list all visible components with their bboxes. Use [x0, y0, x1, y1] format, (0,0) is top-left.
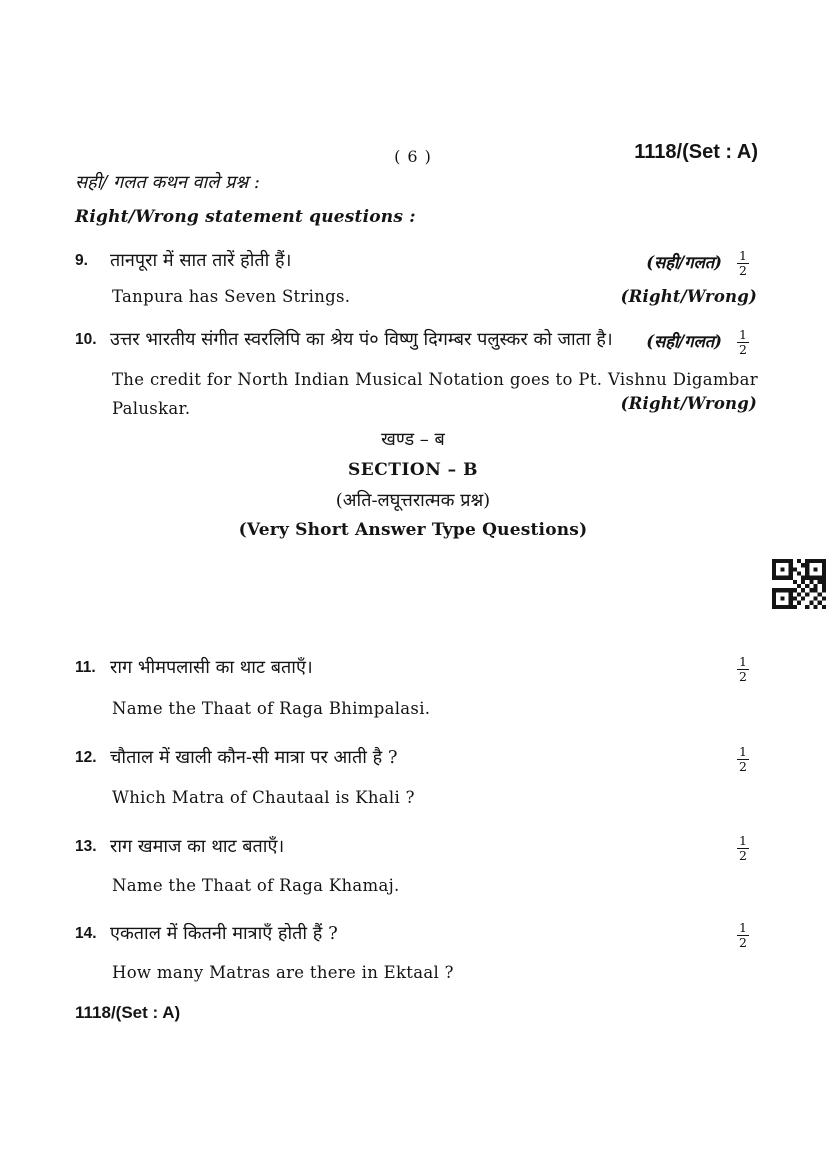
question-11-hindi: राग भीमपलासी का थाट बताएँ।	[110, 657, 313, 678]
statement-heading-hindi: सही/ गलत कथन वाले प्रश्न :	[75, 172, 260, 193]
marks-denominator: 2	[739, 669, 747, 685]
question-11-marks	[737, 655, 749, 685]
question-14-marks	[737, 921, 749, 951]
question-13-marks	[737, 834, 749, 864]
question-11-english: Name the Thaat of Raga Bhimpalasi.	[112, 699, 431, 718]
question-12-marks	[737, 745, 749, 775]
marks-denominator: 2	[739, 342, 747, 358]
question-14-number: 14.	[75, 925, 97, 942]
question-10-english-tag: (Right/Wrong)	[620, 394, 757, 413]
question-14-hindi: एकताल में कितनी मात्राएँ होती हैं ?	[110, 923, 338, 944]
marks-numerator: 1	[739, 920, 747, 935]
question-13-english: Name the Thaat of Raga Khamaj.	[112, 876, 400, 895]
marks-numerator: 1	[739, 248, 747, 263]
question-12-hindi: चौताल में खाली कौन-सी मात्रा पर आती है ?	[110, 747, 398, 768]
marks-numerator: 1	[739, 744, 747, 759]
question-9-hindi-tag: (सही/गलत)	[646, 253, 722, 272]
question-13-number: 13.	[75, 838, 97, 855]
section-title-english: SECTION – B	[348, 460, 478, 480]
marks-denominator: 2	[739, 263, 747, 279]
paper-code-footer: 1118/(Set : A)	[75, 1003, 181, 1022]
page-number: ( 6 )	[394, 147, 432, 166]
question-10-hindi: उत्तर भारतीय संगीत स्वरलिपि का श्रेय पं० विष्णु दिगम्बर पलुस्कर को जाता है।	[110, 329, 613, 350]
question-13-hindi: राग खमाज का थाट बताएँ।	[110, 836, 285, 857]
statement-heading-english: Right/Wrong statement questions :	[75, 207, 416, 227]
marks-numerator: 1	[739, 833, 747, 848]
question-12-number: 12.	[75, 749, 97, 766]
marks-numerator: 1	[739, 327, 747, 342]
question-14-english: How many Matras are there in Ektaal ?	[112, 963, 454, 982]
question-10-hindi-tag: (सही/गलत)	[646, 332, 722, 351]
section-title-hindi: खण्ड – ब	[381, 429, 445, 450]
question-9-hindi: तानपूरा में सात तारें होती हैं।	[110, 250, 292, 271]
question-12-english: Which Matra of Chautaal is Khali ?	[112, 788, 415, 807]
marks-denominator: 2	[739, 759, 747, 775]
marks-denominator: 2	[739, 935, 747, 951]
question-10-english: The credit for North Indian Musical Notation goes to Pt. Vishnu Digambar Paluskar.	[112, 370, 758, 418]
question-11-number: 11.	[75, 659, 96, 676]
section-subtitle-english: (Very Short Answer Type Questions)	[238, 520, 588, 540]
question-9-marks	[737, 249, 749, 279]
section-subtitle-hindi: (अति-लघूत्तरात्मक प्रश्न)	[335, 490, 491, 511]
qr-code	[772, 559, 826, 609]
question-10-marks	[737, 328, 749, 358]
question-9-english: Tanpura has Seven Strings.	[112, 287, 351, 306]
marks-numerator: 1	[739, 654, 747, 669]
question-9-english-tag: (Right/Wrong)	[620, 287, 757, 306]
marks-denominator: 2	[739, 848, 747, 864]
paper-code-header: 1118/(Set : A)	[634, 141, 758, 163]
question-9-number: 9.	[75, 252, 88, 269]
question-10-number: 10.	[75, 331, 97, 348]
